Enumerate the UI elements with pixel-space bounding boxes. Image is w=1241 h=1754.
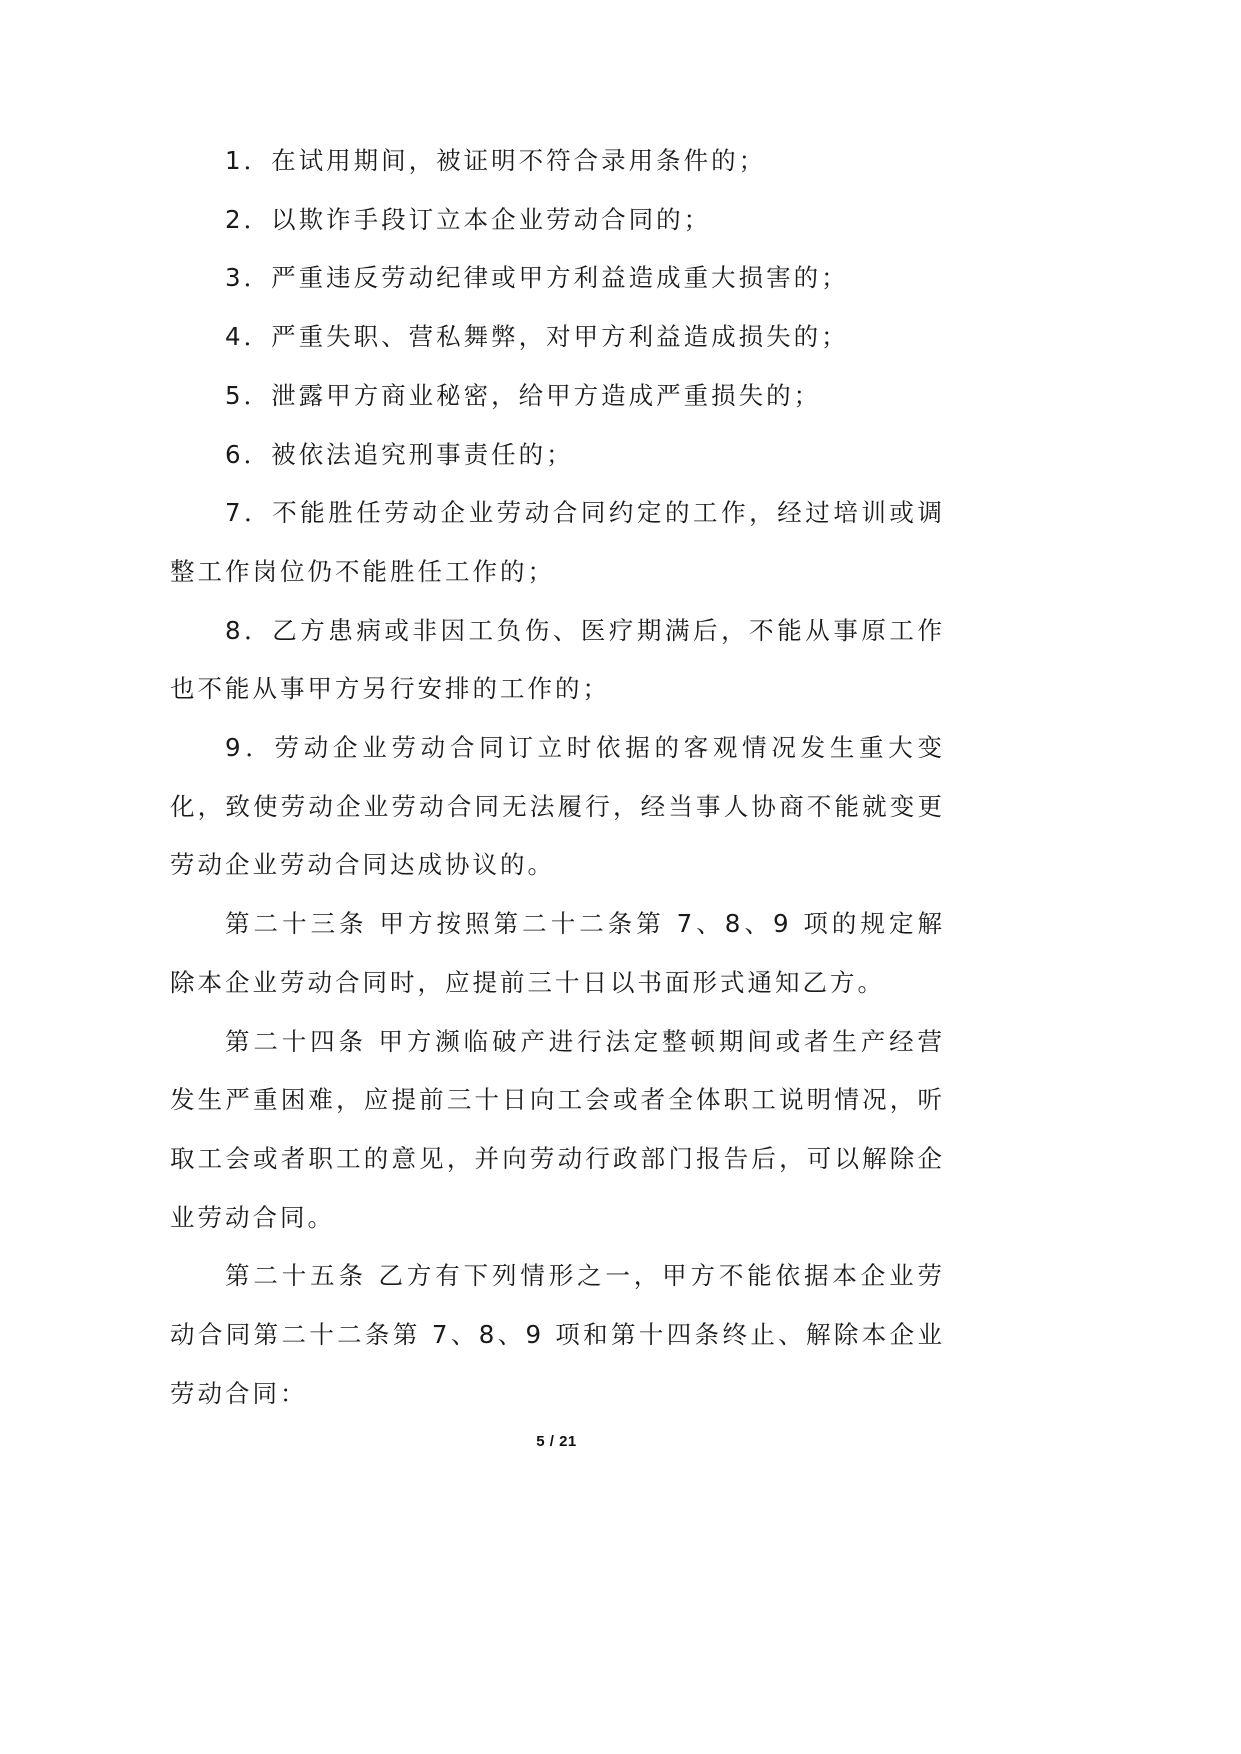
- list-item-1: 1．在试用期间，被证明不符合录用条件的；: [225, 146, 767, 175]
- list-item-4: 4．严重失职、营私舞弊，对甲方利益造成损失的；: [225, 322, 849, 352]
- list-item-5: 5．泄露甲方商业秘密，给甲方造成严重损失的；: [225, 380, 822, 410]
- list-item-6: 6．被依法追究刑事责任的；: [225, 439, 574, 469]
- article-24: 第二十四条 甲方濒临破产进行法定整顿期间或者生产经营发生严重困难，应提前三十日向工会或者全体职工说明情况，听取工会或者职工的意见，并向劳动行政部门报告后，可以解除企业劳动合同。: [170, 1026, 945, 1232]
- list-item-9: 9．劳动企业劳动合同订立时依据的客观情况发生重大变化，致使劳动企业劳动合同无法履行，经当事人协商不能就变更劳动企业劳动合同达成协议的。: [170, 733, 945, 880]
- page-number: 5 / 21: [536, 1433, 577, 1450]
- list-item-2: 2．以欺诈手段订立本企业劳动合同的；: [225, 204, 712, 234]
- article-23: 第二十三条 甲方按照第二十二条第 7、8、9 项的规定解除本企业劳动合同时，应提前三十日以书面形式通知乙方。: [170, 909, 945, 997]
- document-body: [170, 132, 945, 1423]
- list-item-7: 7．不能胜任劳动企业劳动合同约定的工作，经过培训或调整工作岗位仍不能胜任工作的；: [170, 498, 945, 586]
- list-item-3: 3．严重违反劳动纪律或甲方利益造成重大损害的；: [225, 263, 849, 293]
- article-25: 第二十五条 乙方有下列情形之一，甲方不能依据本企业劳动合同第二十二条第 7、8、9 项和第十四条终止、解除本企业劳动合同：: [170, 1261, 945, 1408]
- list-item-8: 8．乙方患病或非因工负伤、医疗期满后，不能从事原工作也不能从事甲方另行安排的工作的；: [170, 615, 945, 704]
